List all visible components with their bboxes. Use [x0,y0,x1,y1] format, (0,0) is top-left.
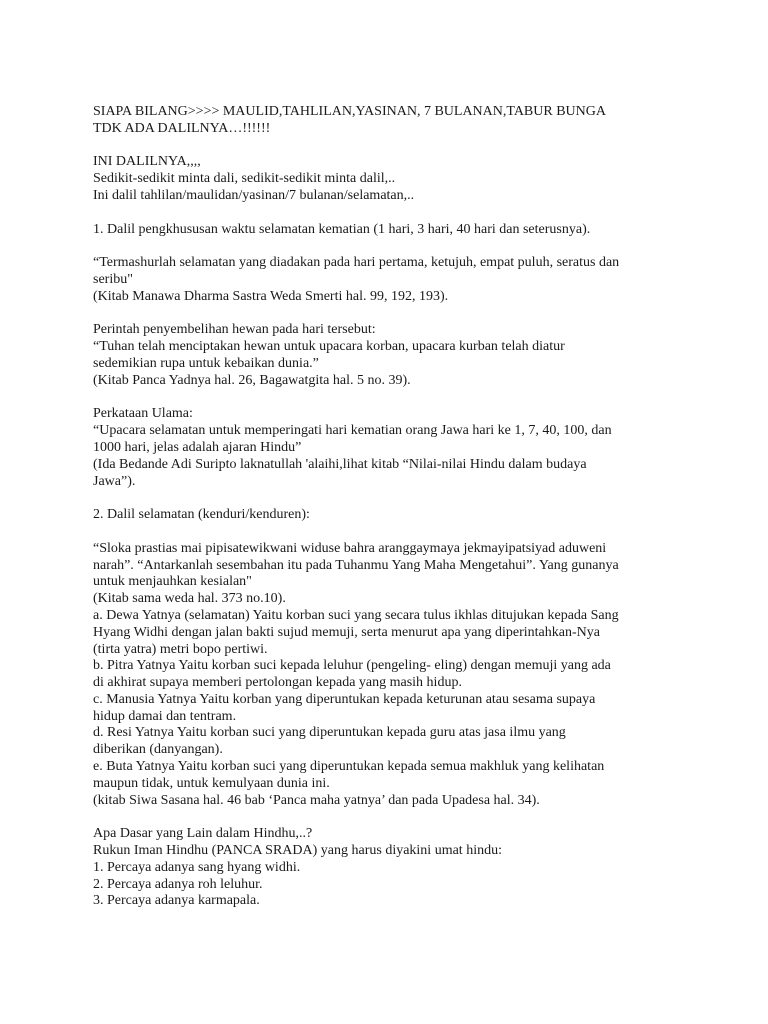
text-line: 1. Percaya adanya sang hyang widhi. [93,859,301,875]
text-line: 1. Dalil pengkhususan waktu selamatan kematian (1 hari, 3 hari, 40 hari dan seterusnya). [93,221,591,237]
text-line: (kitab Siwa Sasana hal. 46 bab ‘Panca maha yatnya’ dan pada Upadesa hal. 34). [93,792,540,808]
text-line: sedemikian rupa untuk kebaikan dunia.” [93,355,319,371]
text-line: d. Resi Yatnya Yaitu korban suci yang diperuntukan kepada guru atas jasa ilmu yang [93,725,566,741]
text-line: 1000 hari, jelas adalah ajaran Hindu” [93,439,302,455]
text-line: untuk menjauhkan kesialan" [93,574,252,590]
text-line: (tirta yatra) metri bopo pertiwi. [93,641,268,657]
text-line: 2. Percaya adanya roh leluhur. [93,876,263,892]
blank-line [93,138,693,155]
text-line: (Kitab Panca Yadnya hal. 26, Bagawatgita hal. 5 no. 39). [93,372,411,388]
text-line: narah”. “Antarkanlah sesembahan itu pada Tuhanmu Yang Maha Mengetahui”. Yang gunanya [93,557,619,573]
text-line: maupun tidak, untuk kemulyaan dunia ini. [93,775,330,791]
blank-line [93,390,693,407]
blank-line [93,490,693,507]
text-line: Perintah penyembelihan hewan pada hari tersebut: [93,322,376,338]
text-line: Perkataan Ulama: [93,406,193,422]
text-line: c. Manusia Yatnya Yaitu korban yang diperuntukan kepada keturunan atau sesama supaya [93,691,596,707]
blank-line [93,306,693,323]
text-line: a. Dewa Yatnya (selamatan) Yaitu korban suci yang secara tulus ikhlas ditujukan kepada Sang [93,607,619,623]
blank-line [93,205,693,222]
text-line: “Termashurlah selamatan yang diadakan pada hari pertama, ketujuh, empat puluh, seratus dan [93,255,620,271]
text-line: (Ida Bedande Adi Suripto laknatullah 'alaihi,lihat kitab “Nilai-nilai Hindu dalam budaya [93,456,587,472]
text-line: seribu" [93,271,133,287]
text-line: Rukun Iman Hindhu (PANCA SRADA) yang harus diyakini umat hindu: [93,843,502,859]
text-line: (Kitab sama weda hal. 373 no.10). [93,591,286,607]
text-line: 2. Dalil selamatan (kenduri/kenduren): [93,507,310,523]
text-line: Apa Dasar yang Lain dalam Hindhu,..? [93,826,313,842]
text-line: SIAPA BILANG>>>> MAULID,TAHLILAN,YASINAN, 7 BULANAN,TABUR BUNGA [93,104,606,119]
text-line: TDK ADA DALILNYA…!!!!!! [93,120,271,136]
text-line: (Kitab Manawa Dharma Sastra Weda Smerti hal. 99, 192, 193). [93,288,449,304]
text-line: Jawa”). [93,473,136,489]
blank-line [93,809,693,826]
text-line: Ini dalil tahlilan/maulidan/yasinan/7 bulanan/selamatan,.. [93,187,415,203]
blank-line [93,524,693,541]
text-line: b. Pitra Yatnya Yaitu korban suci kepada leluhur (pengeling- eling) dengan memuji yang ada [93,658,611,674]
text-line: e. Buta Yatnya Yaitu korban suci yang diperuntukan kepada semua makhluk yang kelihatan [93,759,605,775]
text-line: “Upacara selamatan untuk memperingati hari kematian orang Jawa hari ke 1, 7, 40, 100, dan [93,423,612,439]
text-line: di akhirat supaya memberi pertolongan kepada yang masih hidup. [93,675,462,691]
text-line: Sedikit-sedikit minta dali, sedikit-sedikit minta dalil,.. [93,171,396,187]
blank-line [93,238,693,255]
text-line: “Sloka prastias mai pipisatewikwani widuse bahra aranggaymaya jekmayipatsiyad aduweni [93,540,607,556]
document-page [93,104,693,910]
text-line: INI DALILNYA,,,, [93,154,201,170]
text-line: 3. Percaya adanya karmapala. [93,893,260,909]
text-line: diberikan (danyangan). [93,742,223,758]
text-line: “Tuhan telah menciptakan hewan untuk upacara korban, upacara kurban telah diatur [93,339,565,355]
text-line: hidup damai dan tentram. [93,708,237,724]
text-line: Hyang Widhi dengan jalan bakti sujud memuji, serta menurut apa yang diperintahkan-Nya [93,624,600,640]
